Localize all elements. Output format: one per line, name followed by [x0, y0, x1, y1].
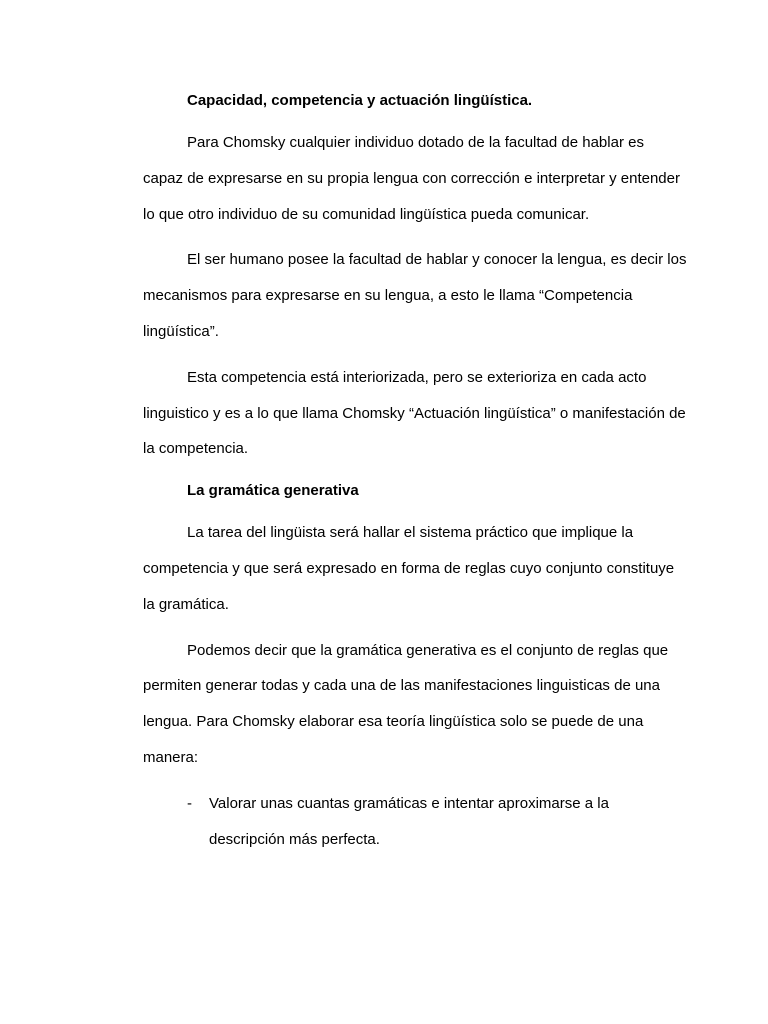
paragraph: La tarea del lingüista será hallar el sistema práctico que implique la competencia y que será expresado en forma de reglas cuyo conjunto constituye la gramática. — [143, 524, 675, 613]
bullet-list — [143, 786, 688, 858]
section-heading: Capacidad, competencia y actuación lingüística. — [187, 92, 533, 109]
list-item — [143, 786, 688, 858]
paragraph: El ser humano posee la facultad de hablar y conocer la lengua, es decir los mecanismos para expresarse en su lengua, a esto le llama “Competencia lingüística”. — [143, 251, 687, 340]
paragraph: Esta competencia está interiorizada, pero se exterioriza en cada acto linguistico y es a lo que llama Chomsky “Actuación lingüística” o manifestación de la competencia. — [143, 368, 686, 458]
bullet-dash: - — [187, 794, 192, 812]
list-item-text: Valorar unas cuantas gramáticas e intentar aproximarse a la descripción más perfecta. — [209, 794, 609, 848]
paragraph: Para Chomsky cualquier individuo dotado de la facultad de hablar es capaz de expresarse en su propia lengua con corrección e interpretar y entender lo que otro individuo de su comunidad lingüística pueda comunicar. — [143, 134, 680, 223]
document-body — [143, 87, 688, 857]
paragraph: Podemos decir que la gramática generativa es el conjunto de reglas que permiten generar todas y cada una de las manifestaciones linguisticas de una lengua. Para Chomsky elaborar esa teoría lingüística solo se puede de una manera: — [143, 641, 669, 766]
section-heading: La gramática generativa — [187, 482, 359, 500]
